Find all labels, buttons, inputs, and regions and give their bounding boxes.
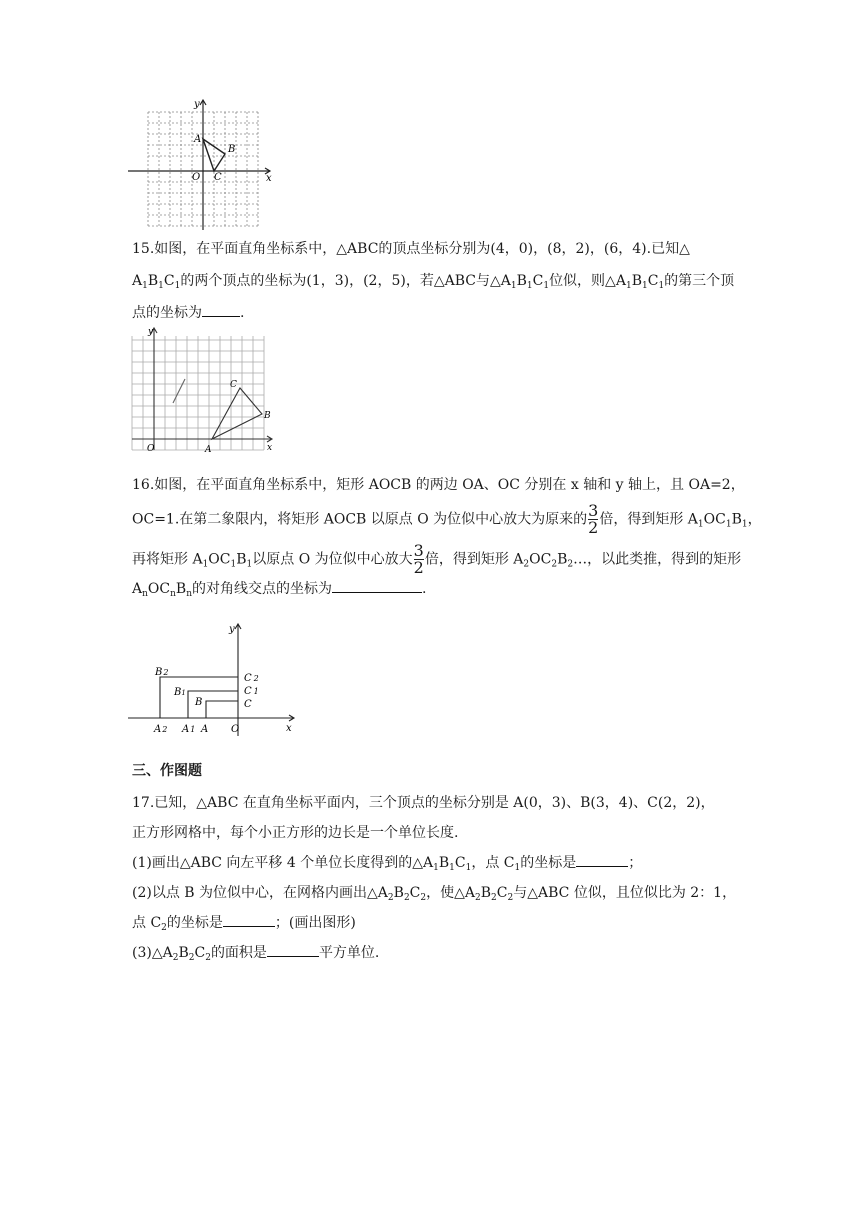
q16-y-axis-label: y bbox=[229, 624, 235, 635]
q16-b-label: B bbox=[195, 697, 203, 708]
q17-line-4: (2)以点 B 为位似中心，在网格内画出$\triangle A_2B_2C_2$，使$\triangle A_2B_2C_2$与△ABC 位似，且位似比为 2：1， bbox=[132, 885, 737, 903]
q15-line3-end: . bbox=[240, 305, 245, 321]
figure-q14 bbox=[128, 96, 278, 230]
q15-line2-text: 的两个顶点的坐标为(1，3)，(2，5)，若△ABC与△A bbox=[180, 273, 511, 289]
q17-part2-text: (2)以点 B 为位似中心，在网格内画出△A bbox=[132, 885, 388, 901]
q17-line-5: 点 $C_2$的坐标是 ；(画出图形) bbox=[132, 912, 356, 933]
q16-line2-text2: 倍，得到矩形 A bbox=[599, 511, 698, 528]
figure-q16 bbox=[128, 620, 300, 738]
q15-point-b-label: B bbox=[264, 411, 271, 421]
q17-part3-blank[interactable] bbox=[267, 942, 319, 957]
q17-part2-text5: 的坐标是 bbox=[166, 915, 223, 931]
point-a-label: A bbox=[194, 134, 202, 145]
q16-line-4: $A_nOC_nB_n$的对角线交点的坐标为 . bbox=[132, 578, 426, 599]
q16-b1-label: B1 bbox=[174, 687, 186, 698]
q16-b2-label: B2 bbox=[155, 667, 169, 678]
section-heading-drawing: 三、作图题 bbox=[132, 763, 202, 779]
q16-line-3: 再将矩形 $A_1OC_1B_1$以原点 O 为位似中心放大 $\frac{3}{2}$ 倍，得到矩形 $A_2OC_2B_2\dots$，以此类推，得到的矩形 bbox=[132, 541, 742, 577]
q17-part2-text6: ；(画出图形) bbox=[274, 915, 356, 931]
y-axis-label: y bbox=[194, 99, 200, 110]
fraction-numerator: 3 bbox=[588, 501, 599, 520]
origin-label: O bbox=[192, 172, 201, 183]
q15-answer-blank[interactable] bbox=[202, 302, 240, 317]
point-b-label: B bbox=[228, 144, 236, 155]
q17-part3-text3: 平方单位. bbox=[318, 945, 380, 961]
q17-line-6: $(3)\triangle A_2B_2C_2$的面积是 平方单位. bbox=[132, 942, 379, 963]
q16-origin-label: O bbox=[231, 724, 240, 735]
x-axis-label: x bbox=[266, 173, 272, 184]
q15-y-axis-label: y bbox=[148, 327, 154, 337]
q16-answer-blank[interactable] bbox=[332, 578, 422, 593]
fraction-denominator: 2 bbox=[588, 518, 599, 537]
q15-point-a-label: A bbox=[205, 445, 212, 455]
q17-line-2: 正方形网格中，每个小正方形的边长是一个单位长度. bbox=[132, 825, 459, 841]
q17-part3-text: (3)△A bbox=[132, 945, 173, 961]
q15-line2-text2: 位似，则△A bbox=[549, 273, 626, 289]
q15-line-2: $A_1B_1C_1$的两个顶点的坐标为(1，3)，(2，5)，若△ABC与$\triangle A_1B_1C_1$位似，则$\triangle A_1B_1C_1$的第三个顶 bbox=[132, 273, 735, 291]
q16-line3-text2: 以原点 O 为位似中心放大 bbox=[252, 551, 413, 568]
q16-line4-end: . bbox=[422, 581, 427, 597]
q15-origin-label: O bbox=[147, 444, 155, 454]
q16-a1-label: A1 bbox=[182, 724, 196, 735]
q15-line-1: 15.如图，在平面直角坐标系中，△ABC的顶点坐标分别为(4，0)，(8，2)，(6，4).已知△ bbox=[132, 241, 690, 257]
q16-line3-text: 再将矩形 A bbox=[132, 551, 203, 568]
q15-x-axis-label: x bbox=[267, 443, 273, 453]
q16-line-1: 16.如图，在平面直角坐标系中，矩形 AOCB 的两边 OA、OC 分别在 x 轴和 y 轴上，且 OA=2， bbox=[132, 477, 745, 493]
q15-line-3 bbox=[132, 302, 244, 322]
figure-q15 bbox=[128, 326, 278, 456]
q15-line3-text: 点的坐标为 bbox=[132, 305, 202, 321]
q16-line4-text2: 的对角线交点的坐标为 bbox=[192, 581, 333, 597]
q16-line4-text: A bbox=[132, 581, 143, 597]
q16-line-2: OC=1.在第二象限内，将矩形 AOCB 以原点 O 为位似中心放大为原来的 $\frac{3}{2}$ 倍，得到矩形 $A_1OC_1B_1$， bbox=[132, 501, 762, 537]
q17-part2-text3: 与△ABC 位似，且位似比为 2：1， bbox=[513, 885, 737, 901]
q17-part2-text4: 点 C bbox=[132, 915, 162, 931]
q16-a-label: A bbox=[201, 724, 209, 735]
point-c-label: C bbox=[214, 172, 222, 183]
q15-line2-text3: 的第三个顶 bbox=[664, 273, 735, 289]
q17-part2-text2: ，使△A bbox=[426, 885, 476, 901]
q16-x-axis-label: x bbox=[286, 723, 292, 734]
q16-line2-text: OC=1.在第二象限内，将矩形 AOCB 以原点 O 为位似中心放大为原来的 bbox=[132, 511, 588, 528]
q15-point-c-label: C bbox=[230, 380, 237, 390]
q17-part1-blank[interactable] bbox=[576, 852, 628, 867]
q17-part1-text3: 的坐标是 bbox=[520, 855, 577, 871]
q16-a2-label: A2 bbox=[154, 724, 168, 735]
q17-part1-text2: ，点 C bbox=[471, 855, 515, 871]
q17-line-3: (1)画出△ABC 向左平移 4 个单位长度得到的$\triangle A_1B_1C_1$，点 $C_1$的坐标是 ； bbox=[132, 852, 642, 873]
fraction-denominator-2: 2 bbox=[413, 558, 424, 577]
q17-part1-text: (1)画出△ABC 向左平移 4 个单位长度得到的△A bbox=[132, 855, 434, 871]
q17-part2-blank[interactable] bbox=[223, 912, 275, 927]
q17-part1-end: ； bbox=[628, 855, 643, 871]
q16-line3-text3: 倍，得到矩形 A bbox=[424, 551, 524, 568]
q17-line-1: 17.已知，△ABC 在直角坐标平面内，三个顶点的坐标分别是 A(0，3)、B(3，4)、C(2，2)， bbox=[132, 795, 715, 811]
q16-c2-label: C 2 bbox=[244, 673, 259, 684]
q16-line3-text4: …，以此类推，得到的矩形 bbox=[573, 551, 742, 568]
q15-a1: A bbox=[132, 273, 143, 289]
fraction-three-halves bbox=[588, 501, 599, 537]
q16-c-label: C bbox=[244, 699, 252, 710]
fraction-numerator-2: 3 bbox=[413, 541, 424, 560]
q17-part3-text2: 的面积是 bbox=[210, 945, 267, 961]
fraction-three-halves-2 bbox=[413, 541, 424, 577]
q16-c1-label: C 1 bbox=[244, 686, 259, 697]
